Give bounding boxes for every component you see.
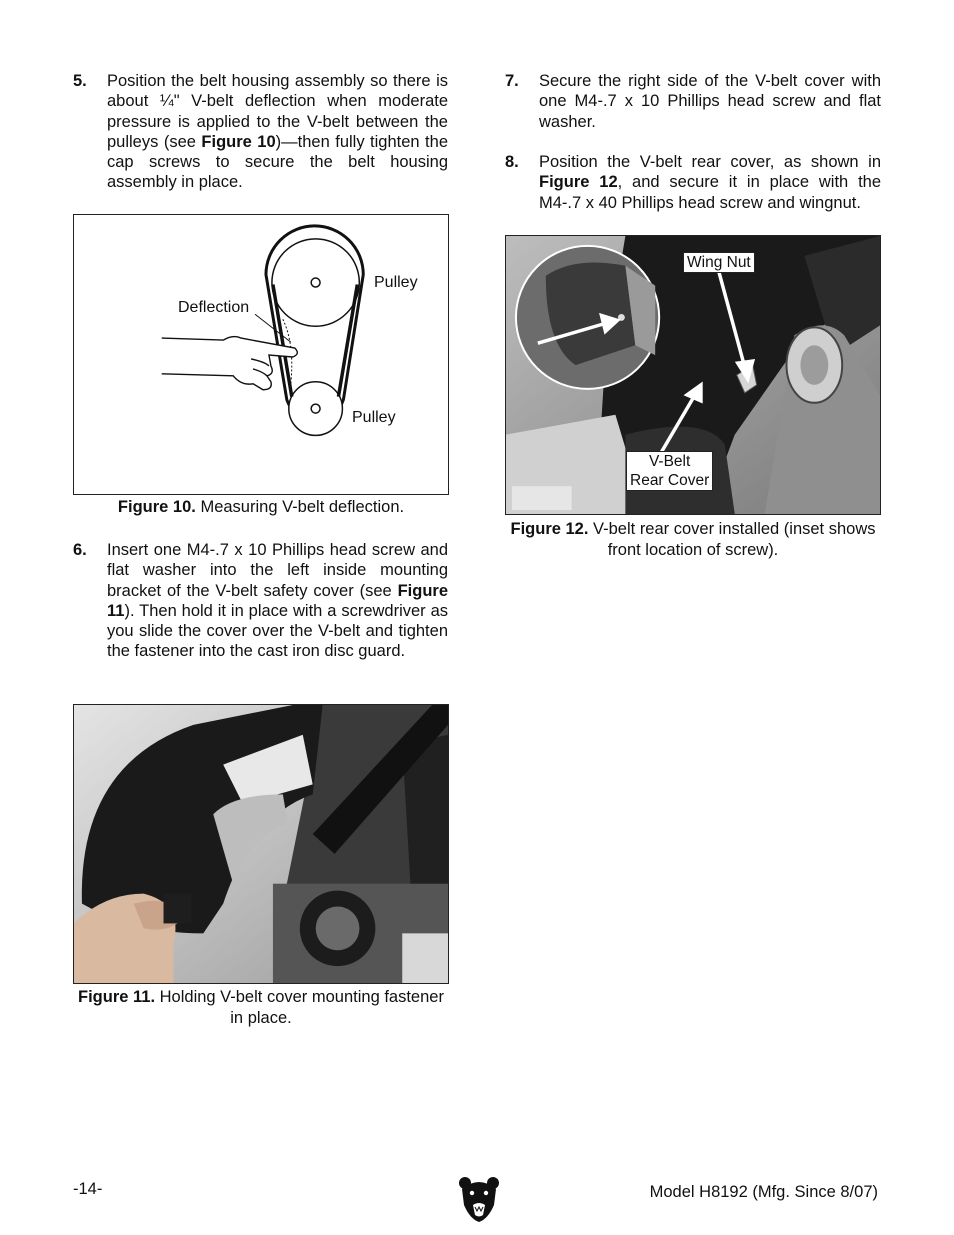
figure-10-frame bbox=[73, 214, 449, 495]
step-number: 8. bbox=[505, 153, 519, 171]
step-text: Position the V-belt rear cover, as shown in Figure 12, and secure it in place with the M4-.7 x 40 Phillips head screw and wingnut. bbox=[539, 153, 882, 212]
step-5 bbox=[73, 71, 448, 196]
pulley-bottom-label: Pulley bbox=[352, 409, 396, 426]
step-number: 5. bbox=[73, 72, 87, 90]
belt-cover-photo bbox=[74, 705, 448, 983]
model-info: Model H8192 (Mfg. Since 8/07) bbox=[649, 1183, 878, 1201]
page-number: -14- bbox=[73, 1180, 103, 1198]
step-6 bbox=[73, 540, 448, 685]
figure-10-caption: Figure 10. Measuring V-belt deflection. bbox=[117, 498, 405, 516]
vbelt-deflection-diagram bbox=[74, 215, 448, 494]
figure-reference: Figure 10 bbox=[201, 132, 276, 151]
hand-icon bbox=[162, 337, 298, 390]
pulley-top-label: Pulley bbox=[374, 274, 418, 291]
step-7 bbox=[505, 71, 881, 133]
rear-cover-callout: V-Belt Rear Cover bbox=[626, 451, 713, 491]
wing-nut-callout: Wing Nut bbox=[683, 252, 755, 273]
step-8 bbox=[505, 152, 881, 214]
step-text: Insert one M4-.7 x 10 Phillips head screw and flat washer into the left inside mounting bracket of the V-belt safety cover (see Figure 11). Then hold it in place with a screwdriver as you slide the cover over the V-belt and tighten the fastener into the cast iron disc guard. bbox=[107, 541, 448, 661]
figure-reference: Figure 12 bbox=[539, 173, 618, 192]
figure-11-frame bbox=[73, 704, 449, 984]
deflection-label: Deflection bbox=[178, 299, 250, 316]
step-text: Secure the right side of the V-belt cover with one M4-.7 x 10 Phillips head screw and flat washer. bbox=[539, 72, 881, 131]
step-text: Position the belt housing assembly so there is about ¼" V-belt deflection when moderate pressure is applied to the V-belt between the pulleys (see Figure 10)—then fully tighten the cap screws to secure the belt housing assembly in place. bbox=[107, 72, 449, 192]
step-number: 7. bbox=[505, 72, 519, 90]
step-number: 6. bbox=[73, 541, 87, 559]
figure-reference: Figure 11 bbox=[107, 581, 448, 620]
figure-12-caption: Figure 12. V-belt rear cover installed (inset shows front location of screw). bbox=[510, 520, 876, 559]
bear-head-icon bbox=[458, 1175, 500, 1223]
figure-11-caption: Figure 11. Holding V-belt cover mounting fastener in place. bbox=[78, 988, 444, 1027]
figure-12-frame bbox=[505, 235, 881, 515]
